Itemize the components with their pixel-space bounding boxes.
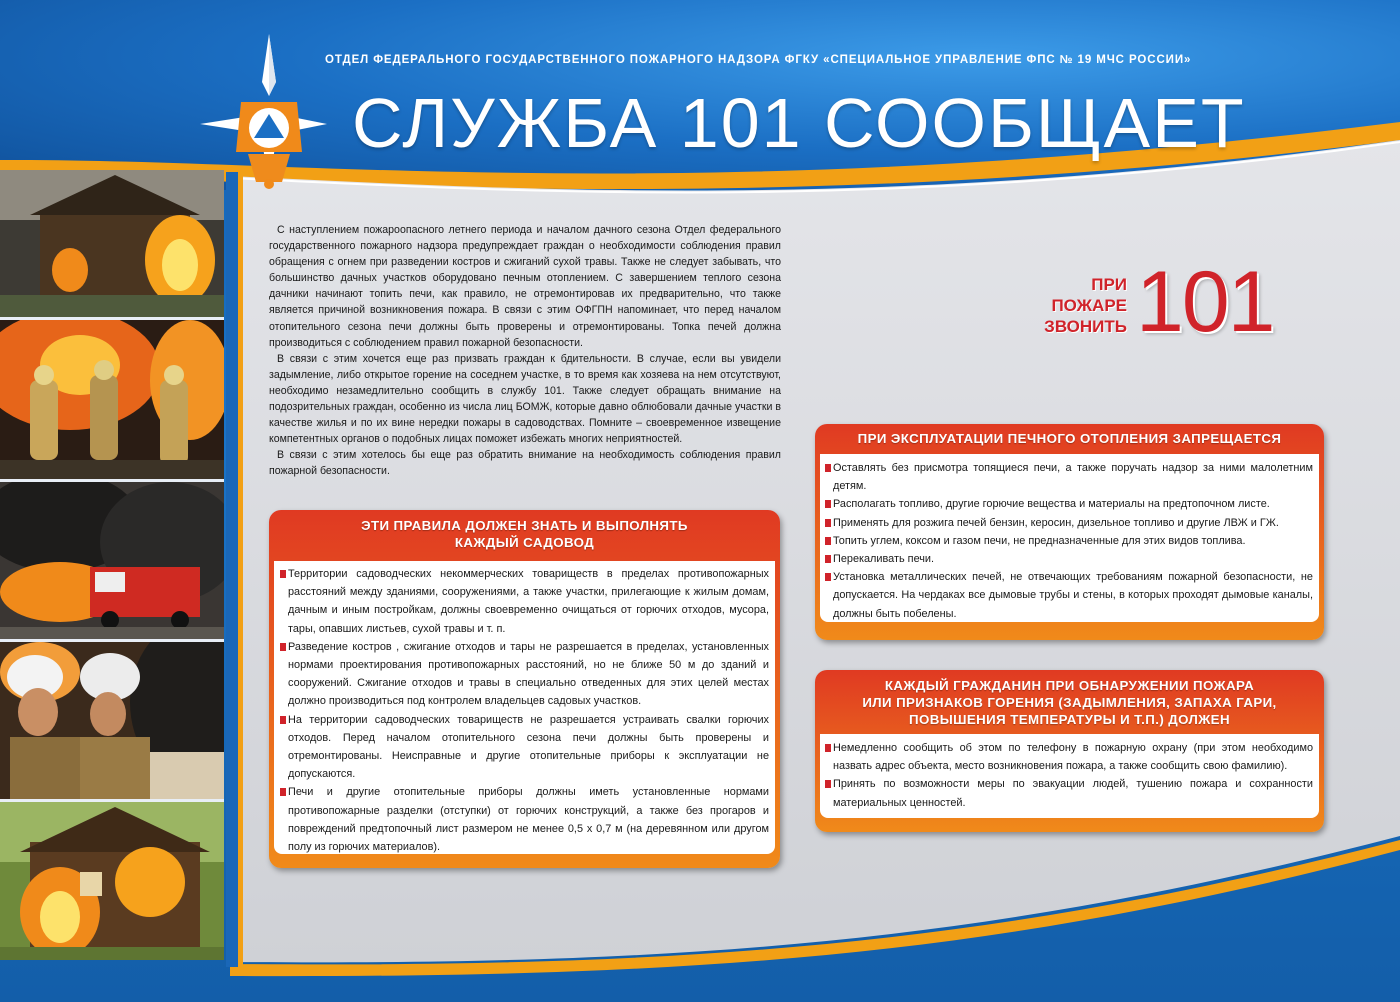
call-101-banner bbox=[1032, 254, 1282, 350]
list-item bbox=[825, 775, 1313, 811]
intro-paragraph: С наступлением пожароопасного летнего периода и началом дачного сезона Отдел федерального государственного пожарного надзора предупреждает граждан о необходимости соблюдения правил обращения с огнем при разведении костров и сжиганий сухой травы. Также не следует забывать, что большинство дачных участков оборудовано печным отоплением. С завершением теплого сезона дачники начинают топить печи, как правило, не отремонтировав их предварительно, что также является причиной возникновения пожара. В связи с этим ОФГПН напоминает, что перед началом отопительного сезона печи должны быть проверены и отремонтированы. Топка печей должна производиться с соблюдением правил пожарной безопасности. bbox=[269, 224, 781, 349]
photo-firefighters bbox=[0, 320, 224, 482]
mchs-emblem-icon bbox=[196, 32, 331, 192]
bullet-marker bbox=[280, 788, 286, 796]
intro-paragraph: В связи с этим хотелось бы еще раз обратить внимание на необходимость соблюдения правил пожарной безопасности. bbox=[269, 449, 781, 478]
citizen-duties-list bbox=[820, 734, 1319, 818]
list-item-text: Применять для розжига печей бензин, керосин, дизельное топливо и другие ЛВЖ и ГЖ. bbox=[833, 516, 1279, 529]
gardener-rules-title bbox=[274, 510, 775, 561]
bullet-marker bbox=[825, 537, 831, 545]
bullet-marker bbox=[280, 716, 286, 724]
intro-paragraph: В связи с этим хочется еще раз призвать граждан к бдительности. В случае, если вы увидели задымление, либо открытое горение на соседнем участке, в то время как хозяева на нем отсутствуют, необходимо незамедлительно сообщить в службу 101. Также следует обращать внимание на подозрительных граждан, особенно из числа лиц БОМЖ, которые давно облюбовали дачные участки в качестве жилья и по их вине нередки пожары в садоводствах. Помните – своевременное извещение компетентных органов о подобных лицах поможет избежать многих неприятностей. bbox=[269, 352, 781, 446]
bullet-marker bbox=[825, 555, 831, 563]
list-item-text: Располагать топливо, другие горючие вещества и материалы на предтопочном листе. bbox=[833, 498, 1270, 511]
citizen-duties-box bbox=[815, 670, 1324, 832]
box-title-line: КАЖДЫЙ ГРАЖДАНИН ПРИ ОБНАРУЖЕНИИ ПОЖАРА bbox=[884, 678, 1255, 693]
photo-column bbox=[0, 170, 224, 960]
list-item-text: Немедленно сообщить об этом по телефону в пожарную охрану (при этом необходимо назвать адрес объекта, место возникновения пожара, а также сообщить свою фамилию). bbox=[833, 742, 1313, 773]
list-item bbox=[825, 514, 1313, 532]
box-title-line: КАЖДЫЙ САДОВОД bbox=[454, 535, 595, 550]
bullet-marker bbox=[825, 519, 831, 527]
list-item-text: Оставлять без присмотра топящиеся печи, а также поручать надзор за ними малолетним детям. bbox=[833, 462, 1313, 493]
call-line-3: ЗВОНИТЬ bbox=[1044, 317, 1127, 336]
list-item bbox=[280, 783, 769, 856]
bullet-marker bbox=[825, 573, 831, 581]
call-line-1: ПРИ bbox=[1091, 275, 1127, 294]
call-101-caption bbox=[1032, 274, 1127, 337]
list-item bbox=[825, 532, 1313, 550]
box-title-line: ЭТИ ПРАВИЛА ДОЛЖЕН ЗНАТЬ И ВЫПОЛНЯТЬ bbox=[361, 518, 688, 533]
list-item-text: Разведение костров , сжигание отходов и тары не разрешается в пределах, установленных нормами проектирования противопожарных расстояний, но не ближе 50 м до зданий и сооружений. Сжигание отходов и травы в специально отведенных для этих целей местах должно производиться под контролем владельцев садовых участков. bbox=[288, 640, 769, 708]
bullet-marker bbox=[825, 500, 831, 508]
gardener-rules-list bbox=[274, 561, 775, 854]
photo-firefighters-helmets bbox=[0, 642, 224, 802]
bullet-marker bbox=[825, 744, 831, 752]
list-item bbox=[280, 565, 769, 638]
list-item-text: Территории садоводческих некоммерческих товариществ в пределах противопожарных расстояний между зданиями, сооружениями, а также участки, прилегающие к жилым домам, дачным и иным постройкам, должны своевременно очищаться от горючих отходов, мусора, тары, опавших листьев, сухой травы и т. п. bbox=[288, 568, 769, 635]
stove-rules-list bbox=[820, 454, 1319, 622]
citizen-duties-title bbox=[820, 670, 1319, 734]
list-item bbox=[825, 459, 1313, 495]
photo-burning-house bbox=[0, 170, 224, 320]
bullet-marker bbox=[825, 464, 831, 472]
list-item-text: Топить углем, коксом и газом печи, не предназначенные для этих видов топлива. bbox=[833, 534, 1246, 547]
call-line-2: ПОЖАРЕ bbox=[1051, 296, 1127, 315]
page-title: СЛУЖБА 101 СООБЩАЕТ bbox=[352, 84, 1246, 162]
stove-rules-title: ПРИ ЭКСПЛУАТАЦИИ ПЕЧНОГО ОТОПЛЕНИЯ ЗАПРЕЩАЕТСЯ bbox=[857, 431, 1282, 446]
list-item bbox=[825, 739, 1313, 775]
stove-rules-box bbox=[815, 424, 1324, 640]
list-item bbox=[280, 638, 769, 711]
gardener-rules-box bbox=[269, 510, 780, 868]
emergency-number: 101 bbox=[1136, 254, 1274, 350]
list-item-text: Установка металлических печей, не отвечающих требованиям пожарной безопасности, не допускается. На чердаках все дымовые трубы и стены, в которых проходят дымовые каналы, должны быть побелены. bbox=[833, 571, 1313, 620]
list-item bbox=[825, 495, 1313, 513]
bullet-marker bbox=[825, 780, 831, 788]
list-item bbox=[280, 711, 769, 784]
list-item bbox=[825, 550, 1313, 568]
photo-fire-truck-smoke bbox=[0, 482, 224, 642]
box-title-line: ИЛИ ПРИЗНАКОВ ГОРЕНИЯ (ЗАДЫМЛЕНИЯ, ЗАПАХА ГАРИ, bbox=[862, 695, 1277, 710]
bullet-marker bbox=[280, 570, 286, 578]
box-title-line: ПОВЫШЕНИЯ ТЕМПЕРАТУРЫ И Т.П.) ДОЛЖЕН bbox=[909, 712, 1230, 727]
intro-text bbox=[269, 222, 781, 480]
list-item-text: На территории садоводческих товариществ не разрешается устраивать свалки горючих отходов. Перед началом отопительного сезона печи должны быть проверены и отремонтированы. Неисправные и другие отопительные приборы к эксплуатации не допускаются. bbox=[288, 713, 769, 781]
list-item bbox=[825, 568, 1313, 623]
list-item-text: Принять по возможности меры по эвакуации людей, тушению пожара и сохранности материальных ценностей. bbox=[833, 778, 1313, 809]
list-item-text: Перекаливать печи. bbox=[833, 553, 935, 566]
header-subtitle: ОТДЕЛ ФЕДЕРАЛЬНОГО ГОСУДАРСТВЕННОГО ПОЖАРНОГО НАДЗОРА ФГКУ «СПЕЦИАЛЬНОЕ УПРАВЛЕНИЕ ФПС № 19 МЧС РОССИИ» bbox=[325, 54, 1192, 66]
photo-wooden-house-fire bbox=[0, 802, 224, 960]
list-item-text: Печи и другие отопительные приборы должны иметь установленные нормами противопожарные разделки (отступки) от горючих конструкций, а также без прогаров и повреждений предтопочный лист размером не менее 0,5 х 0,7 м (на деревянном или другом полу из горючих материалов). bbox=[288, 786, 769, 854]
bullet-marker bbox=[280, 643, 286, 651]
